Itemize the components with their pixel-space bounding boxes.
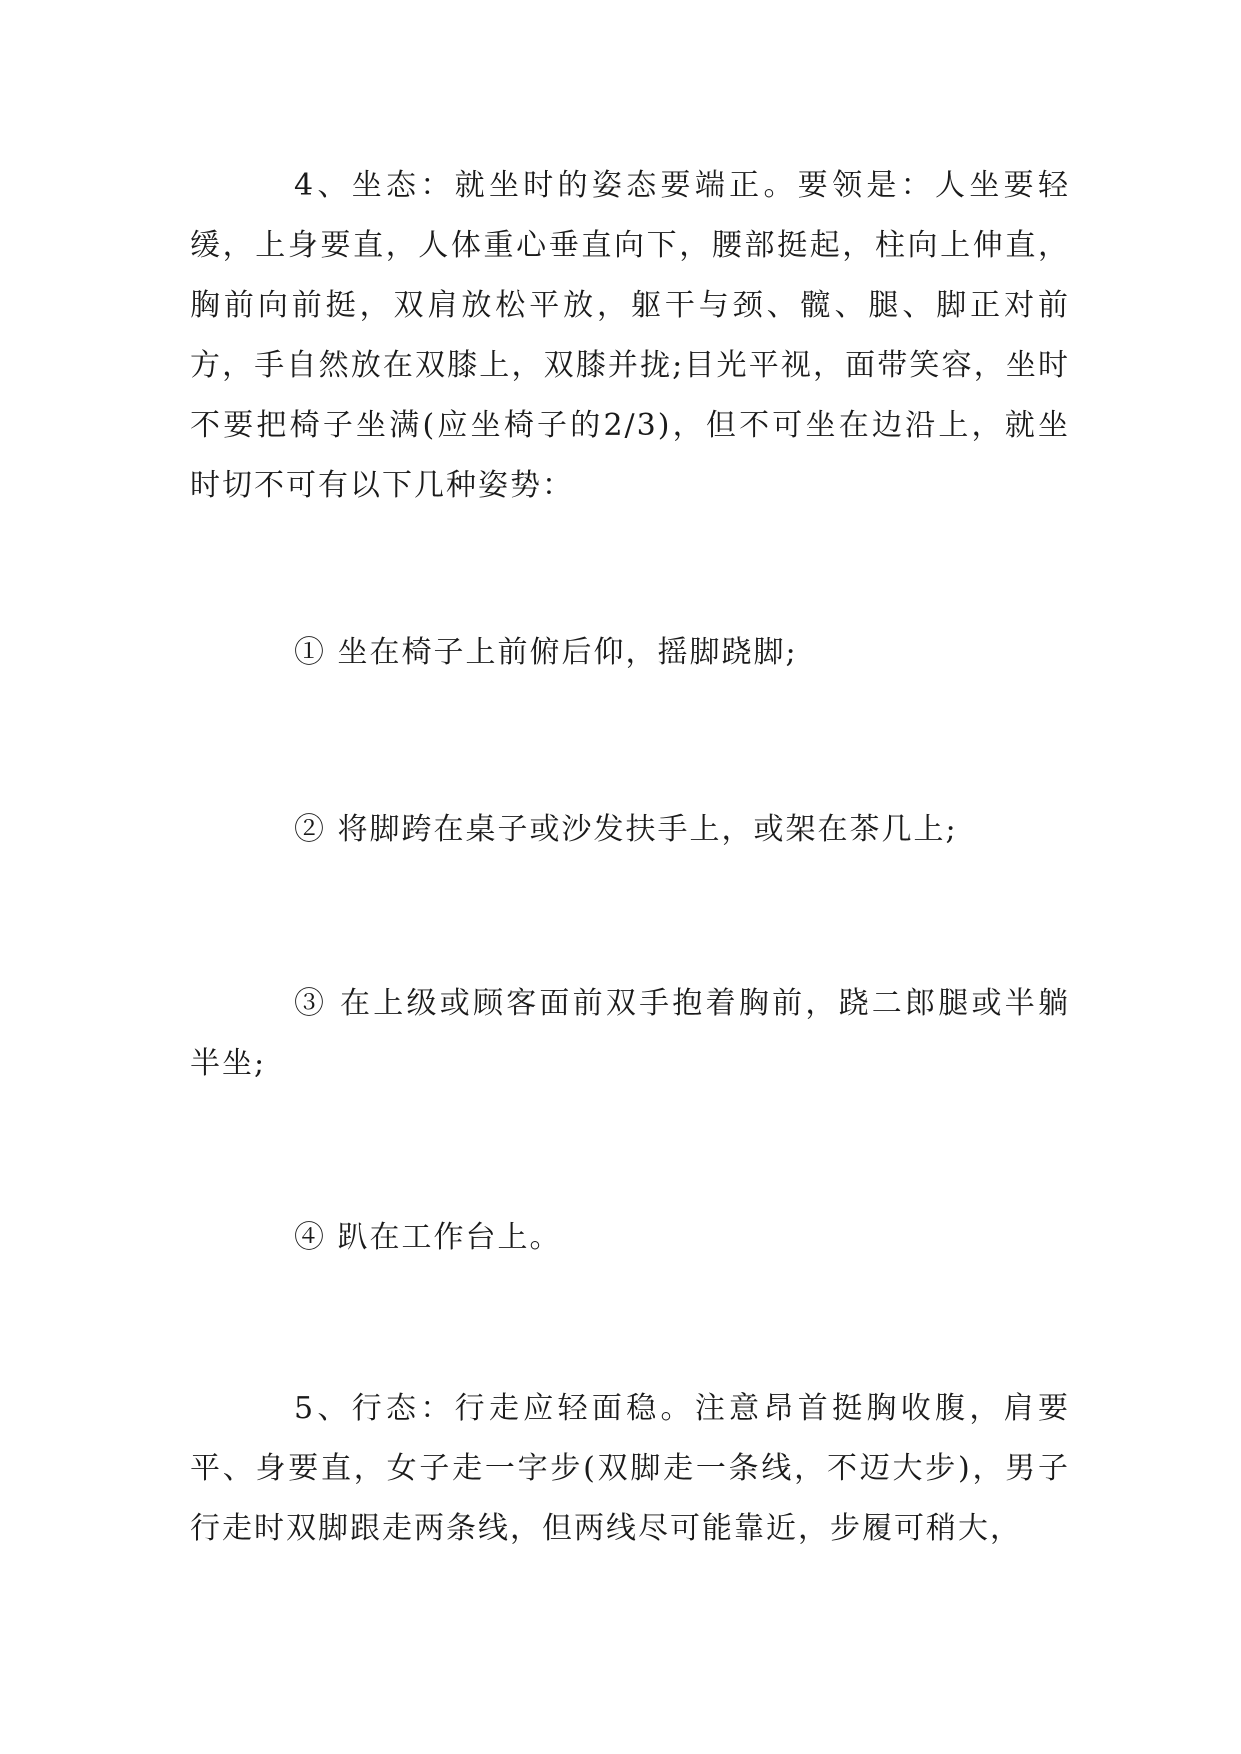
paragraph-walking-posture: 5、行态：行走应轻面稳。注意昂首挺胸收腹，肩要平、身要直，女子走一字步(双脚走一条线，不迈大步)，男子行走时双脚跟走两条线，但两线尽可能靠近，步履可稍大， (190, 1391, 1070, 1546)
list-item-forbidden-posture-2: ② 将脚跨在桌子或沙发扶手上，或架在茶几上; (294, 812, 958, 847)
list-item-forbidden-posture-1: ① 坐在椅子上前俯后仰，摇脚跷脚; (294, 635, 798, 670)
list-item-forbidden-posture-3: ③ 在上级或顾客面前双手抱着胸前，跷二郎腿或半躺半坐; (190, 986, 1070, 1081)
list-item-forbidden-posture-4: ④ 趴在工作台上。 (294, 1220, 562, 1255)
paragraph-sitting-posture: 4、坐态：就坐时的姿态要端正。要领是：人坐要轻缓，上身要直，人体重心垂直向下，腰部挺起，柱向上伸直，胸前向前挺，双肩放松平放，躯干与颈、髋、腿、脚正对前方，手自然放在双膝上，双膝并拢;目光平视，面带笑容，坐时不要把椅子坐满(应坐椅子的2/3)，但不可坐在边沿上，就坐时切不可有以下几种姿势： (190, 168, 1070, 503)
